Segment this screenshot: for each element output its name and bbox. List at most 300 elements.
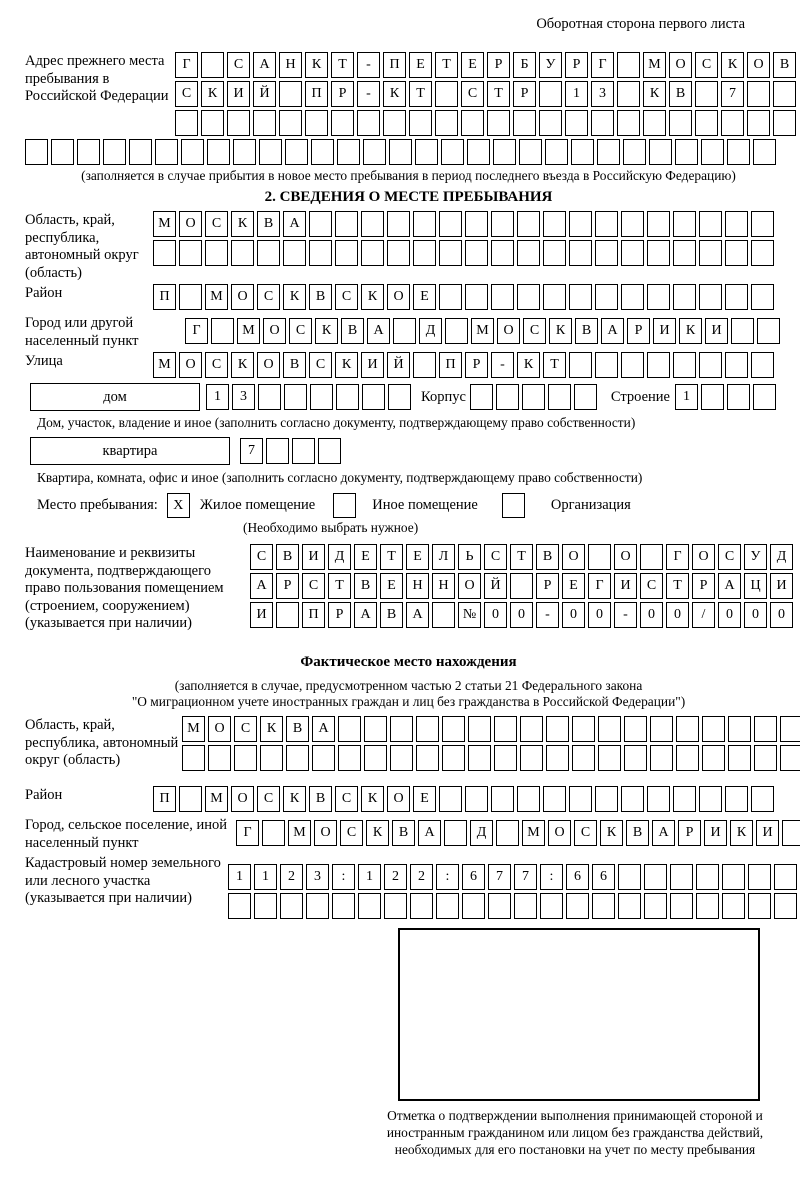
char-box[interactable]: В [286, 716, 309, 742]
char-box[interactable]: М [182, 716, 205, 742]
char-box[interactable]: О [208, 716, 231, 742]
char-box[interactable] [647, 211, 670, 237]
char-box[interactable]: : [332, 864, 355, 890]
char-box[interactable] [517, 240, 540, 266]
char-box[interactable] [754, 716, 777, 742]
char-box[interactable]: Д [419, 318, 442, 344]
char-box[interactable]: 1 [675, 384, 698, 410]
char-box[interactable] [276, 602, 299, 628]
char-box[interactable] [468, 745, 491, 771]
char-box[interactable] [569, 240, 592, 266]
char-box[interactable]: Г [591, 52, 614, 78]
char-box[interactable]: К [721, 52, 744, 78]
char-box[interactable] [390, 716, 413, 742]
char-box[interactable]: Б [513, 52, 536, 78]
char-box[interactable]: К [361, 786, 384, 812]
char-box[interactable] [621, 786, 644, 812]
char-box[interactable] [262, 820, 285, 846]
char-box[interactable] [621, 352, 644, 378]
char-box[interactable]: А [406, 602, 429, 628]
char-box[interactable]: Т [409, 81, 432, 107]
char-box[interactable]: К [315, 318, 338, 344]
char-box[interactable] [702, 716, 725, 742]
char-box[interactable] [465, 786, 488, 812]
char-box[interactable] [548, 384, 571, 410]
char-box[interactable]: И [250, 602, 273, 628]
char-box[interactable] [519, 139, 542, 165]
char-box[interactable]: 3 [306, 864, 329, 890]
char-box[interactable] [695, 81, 718, 107]
char-box[interactable] [673, 211, 696, 237]
char-box[interactable] [595, 786, 618, 812]
char-box[interactable] [696, 893, 719, 919]
char-box[interactable] [413, 240, 436, 266]
char-box[interactable]: Й [387, 352, 410, 378]
char-box[interactable]: И [653, 318, 676, 344]
char-box[interactable] [364, 745, 387, 771]
char-box[interactable]: М [288, 820, 311, 846]
char-box[interactable] [207, 139, 230, 165]
char-box[interactable] [155, 139, 178, 165]
char-box[interactable]: И [704, 820, 727, 846]
char-box[interactable]: 0 [588, 602, 611, 628]
char-box[interactable]: С [234, 716, 257, 742]
char-box[interactable] [595, 240, 618, 266]
char-box[interactable] [731, 318, 754, 344]
char-box[interactable]: С [257, 786, 280, 812]
char-box[interactable] [569, 786, 592, 812]
char-box[interactable] [546, 745, 569, 771]
char-box[interactable]: С [340, 820, 363, 846]
char-box[interactable] [470, 384, 493, 410]
char-box[interactable] [227, 110, 250, 136]
char-box[interactable]: А [253, 52, 276, 78]
char-box[interactable]: А [367, 318, 390, 344]
char-box[interactable] [389, 139, 412, 165]
char-box[interactable] [284, 384, 307, 410]
char-box[interactable] [621, 284, 644, 310]
char-box[interactable]: / [692, 602, 715, 628]
char-box[interactable] [445, 318, 468, 344]
char-box[interactable]: 6 [592, 864, 615, 890]
char-box[interactable]: М [522, 820, 545, 846]
char-box[interactable] [647, 284, 670, 310]
char-box[interactable] [588, 544, 611, 570]
char-box[interactable] [753, 139, 776, 165]
char-box[interactable] [279, 110, 302, 136]
char-box[interactable] [699, 240, 722, 266]
char-box[interactable]: 1 [206, 384, 229, 410]
char-box[interactable] [493, 139, 516, 165]
char-box[interactable] [432, 602, 455, 628]
char-box[interactable]: У [539, 52, 562, 78]
char-box[interactable] [569, 284, 592, 310]
char-box[interactable]: 0 [640, 602, 663, 628]
char-box[interactable]: К [643, 81, 666, 107]
char-box[interactable]: 3 [591, 81, 614, 107]
char-box[interactable] [725, 211, 748, 237]
char-box[interactable]: С [289, 318, 312, 344]
char-box[interactable] [780, 716, 800, 742]
char-box[interactable]: А [354, 602, 377, 628]
char-box[interactable]: В [575, 318, 598, 344]
char-box[interactable] [574, 384, 597, 410]
char-box[interactable]: Р [678, 820, 701, 846]
char-box[interactable]: К [366, 820, 389, 846]
char-box[interactable]: И [614, 573, 637, 599]
char-box[interactable] [747, 81, 770, 107]
char-box[interactable] [413, 352, 436, 378]
char-box[interactable]: Р [536, 573, 559, 599]
char-box[interactable]: 0 [666, 602, 689, 628]
char-box[interactable]: А [418, 820, 441, 846]
char-box[interactable] [309, 240, 332, 266]
char-box[interactable]: Е [406, 544, 429, 570]
char-box[interactable] [51, 139, 74, 165]
char-box[interactable]: С [335, 284, 358, 310]
char-box[interactable] [618, 893, 641, 919]
char-box[interactable]: 7 [514, 864, 537, 890]
char-box[interactable]: У [744, 544, 767, 570]
char-box[interactable] [510, 573, 533, 599]
char-box[interactable] [335, 211, 358, 237]
char-box[interactable]: В [309, 284, 332, 310]
char-box[interactable]: К [305, 52, 328, 78]
char-box[interactable]: Р [331, 81, 354, 107]
char-box[interactable] [487, 110, 510, 136]
char-box[interactable]: Ц [744, 573, 767, 599]
char-box[interactable]: Т [666, 573, 689, 599]
char-box[interactable] [595, 352, 618, 378]
char-box[interactable]: Е [413, 284, 436, 310]
char-box[interactable] [283, 240, 306, 266]
char-box[interactable]: К [201, 81, 224, 107]
char-box[interactable] [231, 240, 254, 266]
char-box[interactable]: В [354, 573, 377, 599]
char-box[interactable]: П [383, 52, 406, 78]
char-box[interactable] [496, 384, 519, 410]
char-box[interactable] [572, 716, 595, 742]
char-box[interactable]: Е [413, 786, 436, 812]
char-box[interactable] [179, 240, 202, 266]
char-box[interactable]: Т [487, 81, 510, 107]
char-box[interactable] [182, 745, 205, 771]
char-box[interactable] [362, 384, 385, 410]
char-box[interactable]: М [205, 786, 228, 812]
char-box[interactable]: К [730, 820, 753, 846]
char-box[interactable] [644, 864, 667, 890]
char-box[interactable] [363, 139, 386, 165]
char-box[interactable] [361, 240, 384, 266]
char-box[interactable] [435, 81, 458, 107]
char-box[interactable]: Е [380, 573, 403, 599]
char-box[interactable] [318, 438, 341, 464]
char-box[interactable]: М [205, 284, 228, 310]
char-box[interactable] [617, 81, 640, 107]
char-box[interactable]: О [314, 820, 337, 846]
char-box[interactable] [439, 240, 462, 266]
char-box[interactable]: О [179, 211, 202, 237]
char-box[interactable] [617, 110, 640, 136]
char-box[interactable]: Г [185, 318, 208, 344]
char-box[interactable] [416, 716, 439, 742]
char-box[interactable]: О [387, 284, 410, 310]
char-box[interactable] [520, 745, 543, 771]
char-box[interactable]: Н [432, 573, 455, 599]
char-box[interactable] [494, 745, 517, 771]
char-box[interactable] [543, 284, 566, 310]
char-box[interactable] [462, 893, 485, 919]
char-box[interactable]: Н [279, 52, 302, 78]
char-box[interactable] [208, 745, 231, 771]
char-box[interactable] [468, 716, 491, 742]
char-box[interactable] [543, 211, 566, 237]
char-box[interactable] [279, 81, 302, 107]
char-box[interactable]: 1 [358, 864, 381, 890]
char-box[interactable] [522, 384, 545, 410]
char-box[interactable] [591, 110, 614, 136]
char-box[interactable]: Р [328, 602, 351, 628]
char-box[interactable] [259, 139, 282, 165]
char-box[interactable] [669, 110, 692, 136]
char-box[interactable] [747, 110, 770, 136]
char-box[interactable] [598, 716, 621, 742]
char-box[interactable]: О [387, 786, 410, 812]
char-box[interactable] [701, 384, 724, 410]
char-box[interactable]: 2 [280, 864, 303, 890]
char-box[interactable] [670, 893, 693, 919]
char-box[interactable] [569, 352, 592, 378]
char-box[interactable]: С [257, 284, 280, 310]
char-box[interactable] [311, 139, 334, 165]
char-box[interactable] [388, 384, 411, 410]
char-box[interactable]: О [231, 284, 254, 310]
char-box[interactable]: О [231, 786, 254, 812]
char-box[interactable]: К [549, 318, 572, 344]
char-box[interactable] [727, 384, 750, 410]
char-box[interactable]: 0 [770, 602, 793, 628]
char-box[interactable] [129, 139, 152, 165]
char-box[interactable]: Р [627, 318, 650, 344]
char-box[interactable] [543, 240, 566, 266]
char-box[interactable]: К [383, 81, 406, 107]
char-box[interactable]: П [305, 81, 328, 107]
char-box[interactable] [494, 716, 517, 742]
char-box[interactable]: И [302, 544, 325, 570]
char-box[interactable]: О [497, 318, 520, 344]
char-box[interactable] [179, 786, 202, 812]
char-box[interactable] [416, 745, 439, 771]
char-box[interactable] [465, 211, 488, 237]
char-box[interactable] [699, 211, 722, 237]
char-box[interactable] [384, 893, 407, 919]
char-box[interactable] [695, 110, 718, 136]
char-box[interactable] [181, 139, 204, 165]
char-box[interactable] [179, 284, 202, 310]
char-box[interactable] [621, 211, 644, 237]
char-box[interactable] [545, 139, 568, 165]
char-box[interactable]: К [335, 352, 358, 378]
char-box[interactable] [442, 716, 465, 742]
char-box[interactable]: 2 [410, 864, 433, 890]
char-box[interactable] [751, 284, 774, 310]
char-box[interactable]: 7 [721, 81, 744, 107]
char-box[interactable] [722, 893, 745, 919]
char-box[interactable] [572, 745, 595, 771]
char-box[interactable]: О [747, 52, 770, 78]
char-box[interactable] [598, 745, 621, 771]
char-box[interactable] [751, 352, 774, 378]
char-box[interactable]: 0 [562, 602, 585, 628]
char-box[interactable]: А [250, 573, 273, 599]
char-box[interactable]: Г [588, 573, 611, 599]
char-box[interactable] [624, 745, 647, 771]
char-box[interactable]: Е [461, 52, 484, 78]
checkbox-zhiloe[interactable]: X [167, 493, 190, 518]
char-box[interactable]: Д [470, 820, 493, 846]
char-box[interactable]: В [626, 820, 649, 846]
char-box[interactable]: С [335, 786, 358, 812]
char-box[interactable] [413, 211, 436, 237]
char-box[interactable] [361, 211, 384, 237]
char-box[interactable] [696, 864, 719, 890]
char-box[interactable] [624, 716, 647, 742]
char-box[interactable]: М [153, 352, 176, 378]
char-box[interactable] [727, 139, 750, 165]
char-box[interactable]: А [312, 716, 335, 742]
char-box[interactable] [175, 110, 198, 136]
char-box[interactable] [699, 786, 722, 812]
char-box[interactable]: О [562, 544, 585, 570]
char-box[interactable]: 7 [240, 438, 263, 464]
char-box[interactable] [285, 139, 308, 165]
char-box[interactable] [569, 211, 592, 237]
char-box[interactable] [517, 786, 540, 812]
char-box[interactable] [491, 284, 514, 310]
char-box[interactable]: - [491, 352, 514, 378]
char-box[interactable]: К [679, 318, 702, 344]
char-box[interactable]: 1 [254, 864, 277, 890]
char-box[interactable] [566, 893, 589, 919]
char-box[interactable]: В [669, 81, 692, 107]
char-box[interactable]: П [302, 602, 325, 628]
char-box[interactable] [728, 745, 751, 771]
char-box[interactable] [234, 745, 257, 771]
char-box[interactable]: - [536, 602, 559, 628]
char-box[interactable] [25, 139, 48, 165]
char-box[interactable] [409, 110, 432, 136]
char-box[interactable] [77, 139, 100, 165]
char-box[interactable] [266, 438, 289, 464]
char-box[interactable]: 0 [484, 602, 507, 628]
char-box[interactable] [748, 864, 771, 890]
char-box[interactable] [387, 211, 410, 237]
char-box[interactable] [757, 318, 780, 344]
char-box[interactable] [310, 384, 333, 410]
char-box[interactable]: В [773, 52, 796, 78]
char-box[interactable]: К [260, 716, 283, 742]
char-box[interactable] [597, 139, 620, 165]
char-box[interactable] [513, 110, 536, 136]
char-box[interactable] [292, 438, 315, 464]
char-box[interactable]: Р [465, 352, 488, 378]
char-box[interactable] [539, 110, 562, 136]
char-box[interactable]: В [276, 544, 299, 570]
char-box[interactable]: - [357, 52, 380, 78]
char-box[interactable]: Е [409, 52, 432, 78]
char-box[interactable]: С [227, 52, 250, 78]
char-box[interactable]: 1 [565, 81, 588, 107]
char-box[interactable]: П [153, 284, 176, 310]
char-box[interactable] [702, 745, 725, 771]
char-box[interactable]: Й [484, 573, 507, 599]
char-box[interactable] [491, 786, 514, 812]
char-box[interactable]: Р [276, 573, 299, 599]
char-box[interactable] [640, 544, 663, 570]
char-box[interactable] [676, 745, 699, 771]
char-box[interactable]: И [361, 352, 384, 378]
char-box[interactable] [254, 893, 277, 919]
char-box[interactable] [364, 716, 387, 742]
char-box[interactable]: С [695, 52, 718, 78]
char-box[interactable]: С [205, 211, 228, 237]
char-box[interactable]: К [231, 352, 254, 378]
char-box[interactable]: В [392, 820, 415, 846]
char-box[interactable]: И [705, 318, 728, 344]
char-box[interactable] [233, 139, 256, 165]
char-box[interactable] [565, 110, 588, 136]
char-box[interactable] [592, 893, 615, 919]
char-box[interactable] [103, 139, 126, 165]
char-box[interactable]: К [283, 284, 306, 310]
char-box[interactable]: С [484, 544, 507, 570]
char-box[interactable]: Р [565, 52, 588, 78]
char-box[interactable] [725, 786, 748, 812]
char-box[interactable]: 0 [718, 602, 741, 628]
char-box[interactable] [393, 318, 416, 344]
char-box[interactable] [201, 52, 224, 78]
char-box[interactable] [673, 284, 696, 310]
char-box[interactable] [332, 893, 355, 919]
char-box[interactable]: : [540, 864, 563, 890]
char-box[interactable] [461, 110, 484, 136]
char-box[interactable] [699, 284, 722, 310]
char-box[interactable]: С [175, 81, 198, 107]
char-box[interactable] [491, 211, 514, 237]
char-box[interactable] [491, 240, 514, 266]
char-box[interactable] [650, 716, 673, 742]
char-box[interactable] [643, 110, 666, 136]
char-box[interactable] [539, 81, 562, 107]
char-box[interactable] [647, 352, 670, 378]
char-box[interactable]: - [357, 81, 380, 107]
char-box[interactable]: 0 [510, 602, 533, 628]
char-box[interactable]: Л [432, 544, 455, 570]
char-box[interactable] [357, 110, 380, 136]
char-box[interactable] [647, 786, 670, 812]
char-box[interactable] [644, 893, 667, 919]
char-box[interactable]: П [439, 352, 462, 378]
char-box[interactable] [153, 240, 176, 266]
char-box[interactable]: М [237, 318, 260, 344]
char-box[interactable]: М [471, 318, 494, 344]
char-box[interactable]: П [153, 786, 176, 812]
char-box[interactable]: 6 [566, 864, 589, 890]
char-box[interactable]: К [231, 211, 254, 237]
char-box[interactable] [673, 786, 696, 812]
char-box[interactable]: М [153, 211, 176, 237]
char-box[interactable]: - [614, 602, 637, 628]
